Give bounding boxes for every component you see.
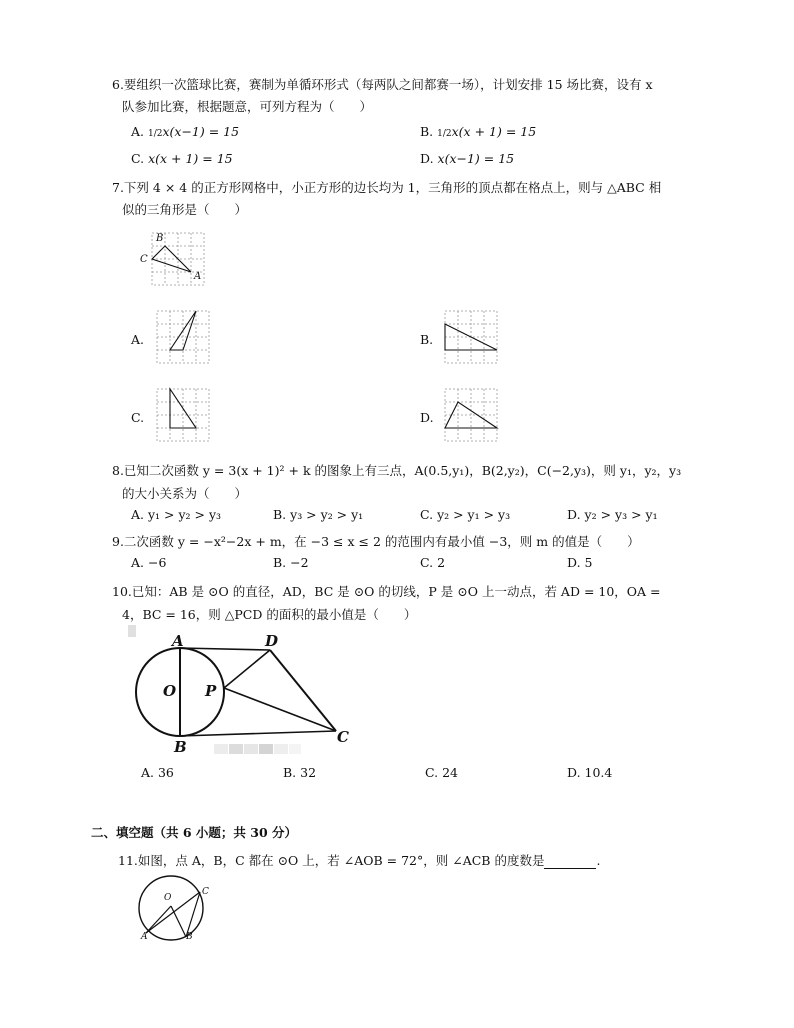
q7-line1: 7.下列 4 × 4 的正方形网格中，小正方形的边长均为 1，三角形的顶点都在格点上，则与 △ABC 相 (112, 180, 662, 195)
answer-blank[interactable] (544, 856, 596, 869)
ref-label-c: C (140, 254, 148, 265)
ref-label-a: A (194, 271, 202, 282)
q6-line1: 6.要组织一次篮球比赛，赛制为单循环形式（每两队之间都赛一场），计划安排 15 场比赛，设有 x (112, 77, 653, 92)
q10-line1: 10.已知：AB 是 ⊙O 的直径，AD，BC 是 ⊙O 的切线，P 是 ⊙O 上一动点，若 AD = 10，OA = (112, 584, 661, 599)
option-label: C. (131, 151, 149, 166)
q6-option-a[interactable] (131, 124, 239, 139)
fig-label-a: A (172, 632, 184, 650)
q9-line1: 9.二次函数 y = −x²−2x + m，在 −3 ≤ x ≤ 2 的范围内有最小值 −3，则 m 的值是（ ） (112, 534, 640, 549)
q9-option-d[interactable]: D. 5 (567, 555, 593, 570)
q11-label-b: B (186, 932, 193, 942)
fraction: 1/2 (437, 129, 452, 139)
q6-option-b[interactable] (420, 124, 536, 139)
q9-option-a[interactable]: A. −6 (131, 555, 167, 570)
q7-option-d-figure[interactable] (445, 389, 499, 443)
q6-option-c[interactable] (131, 151, 233, 166)
fig-label-p: P (205, 682, 217, 700)
fraction: 1/2 (147, 129, 163, 139)
q8-line2: 的大小关系为（ ） (122, 486, 248, 501)
option-expr: x(x−1) = 15 (162, 124, 240, 139)
q8-option-a[interactable]: A. y₁ > y₂ > y₃ (131, 507, 222, 522)
q10-option-a[interactable]: A. 36 (141, 765, 174, 780)
q10-option-c[interactable]: C. 24 (425, 765, 458, 780)
option-expr: x(x + 1) = 15 (148, 151, 233, 166)
q7-option-a-label[interactable]: A. (131, 332, 145, 347)
q6-option-d[interactable] (420, 151, 514, 166)
q11-label-c: C (202, 887, 209, 897)
option-expr: x(x + 1) = 15 (451, 124, 537, 139)
q8-option-b[interactable]: B. y₃ > y₂ > y₁ (273, 507, 364, 522)
option-label: A. (131, 124, 148, 139)
ref-label-b: B (156, 233, 164, 244)
q7-option-a-figure[interactable] (157, 311, 211, 365)
q7-option-d-label[interactable]: D. (420, 410, 434, 425)
q9-option-c[interactable]: C. 2 (420, 555, 446, 570)
option-label: D. (420, 151, 438, 166)
fig-label-b: B (174, 738, 187, 756)
q7-option-b-label[interactable]: B. (420, 332, 434, 347)
q11-text: 11.如图，点 A，B，C 都在 ⊙O 上，若 ∠AOB = 72°，则 ∠ACB 的度数是 (118, 853, 545, 868)
q7-option-b-figure[interactable] (445, 311, 499, 365)
q11-tail: . (596, 853, 601, 868)
q10-option-d[interactable]: D. 10.4 (567, 765, 613, 780)
q11-line1 (118, 851, 600, 869)
q7-line2: 似的三角形是（ ） (122, 202, 248, 217)
option-label: B. (420, 124, 438, 139)
fig-label-d: D (265, 632, 279, 650)
fig-label-o: O (163, 682, 177, 700)
q9-option-b[interactable]: B. −2 (273, 555, 309, 570)
q6-line2: 队参加比赛，根据题意，可列方程为（ ） (122, 99, 373, 114)
q7-option-c-figure[interactable] (157, 389, 211, 443)
q8-option-c[interactable]: C. y₂ > y₁ > y₃ (420, 507, 511, 522)
q10-line2: 4，BC = 16，则 △PCD 的面积的最小值是（ ） (122, 607, 417, 622)
fig-label-c: C (337, 728, 349, 746)
section-heading: 二、填空题（共 6 小题；共 30 分） (91, 825, 298, 840)
q8-option-d[interactable]: D. y₂ > y₃ > y₁ (567, 507, 658, 522)
q11-label-a: A (141, 932, 148, 942)
q8-line1: 8.已知二次函数 y = 3(x + 1)² + k 的图象上有三点，A(0.5,y₁)，B(2,y₂)，C(−2,y₃)，则 y₁，y₂，y₃ (112, 463, 682, 478)
q7-option-c-label[interactable]: C. (131, 410, 145, 425)
q11-label-o: O (164, 893, 172, 903)
q10-option-b[interactable]: B. 32 (283, 765, 317, 780)
option-expr: x(x−1) = 15 (437, 151, 515, 166)
